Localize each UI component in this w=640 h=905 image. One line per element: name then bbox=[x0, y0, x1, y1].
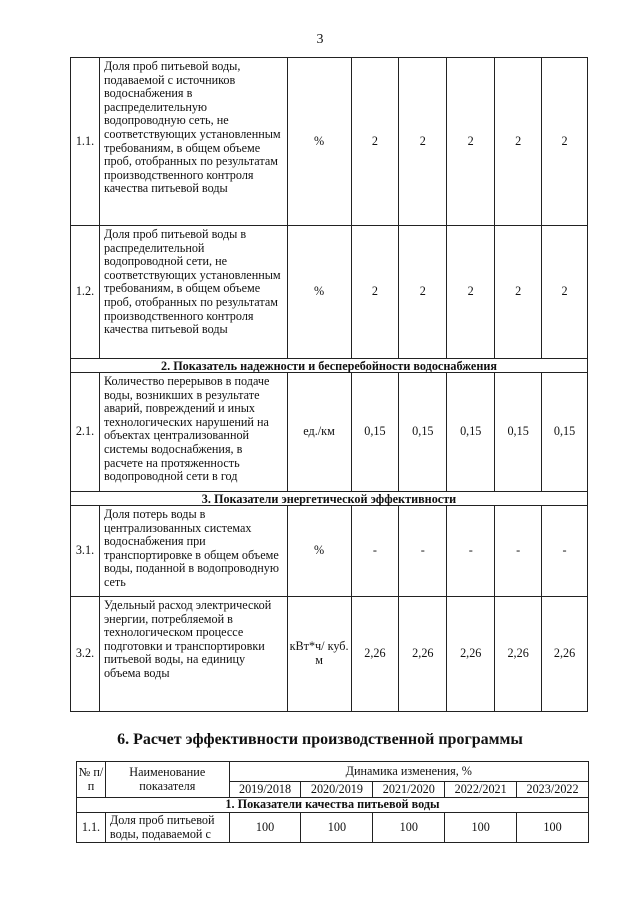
section-header-row bbox=[77, 798, 589, 813]
table-row bbox=[71, 373, 588, 492]
section-header-row bbox=[71, 359, 588, 373]
unit-cell: ед./км bbox=[287, 373, 351, 492]
indicator-description: Количество перерывов в подаче воды, возникших в результате аварий, повреждений и иных технологических нарушений на объектах централизованной системы водоснабжения, в расчете на протяженность водопроводной сети в год bbox=[99, 373, 287, 492]
indicator-description: Доля проб питьевой воды, подаваемой с источников водоснабжения в распределительную водопроводную сеть, не соответствующих установленным требованиям, в общем объеме проб, отобранных по результатам производственного контроля качества питьевой воды bbox=[99, 58, 287, 226]
table-row bbox=[71, 58, 588, 226]
column-header-name: Наименование показателя bbox=[105, 762, 229, 798]
indicator-description: Удельный расход электрической энергии, потребляемой в технологическом процессе подготовки и транспортировки питьевой воды, на единицу объема воды bbox=[99, 597, 287, 712]
section-title: 3. Показатели энергетической эффективности bbox=[71, 492, 588, 506]
page-number: 3 bbox=[316, 32, 324, 47]
value-cell: 2 bbox=[399, 58, 447, 226]
column-header-dynamics: Динамика изменения, % bbox=[229, 762, 588, 782]
row-number: 3.1. bbox=[71, 506, 100, 597]
section-title: 2. Показатель надежности и бесперебойности водоснабжения bbox=[71, 359, 588, 373]
row-number: 2.1. bbox=[71, 373, 100, 492]
value-cell: 100 bbox=[517, 813, 589, 843]
period-header: 2020/2019 bbox=[301, 782, 373, 798]
unit-cell: % bbox=[287, 506, 351, 597]
period-header: 2022/2021 bbox=[445, 782, 517, 798]
row-number: 1.1. bbox=[77, 813, 106, 843]
row-number: 1.1. bbox=[71, 58, 100, 226]
section-title: 1. Показатели качества питьевой воды bbox=[77, 798, 589, 813]
indicator-description: Доля проб питьевой воды, подаваемой с bbox=[105, 813, 229, 843]
value-cell: 0,15 bbox=[495, 373, 542, 492]
indicator-description: Доля потерь воды в централизованных системах водоснабжения при транспортировке в общем объеме воды, поданной в водопроводную сеть bbox=[99, 506, 287, 597]
value-cell: 0,15 bbox=[447, 373, 495, 492]
indicator-description: Доля проб питьевой воды в распределительной водопроводной сети, не соответствующих установленным требованиям, в общем объеме проб, отобранных по результатам производственного контроля качества питьевой воды bbox=[99, 226, 287, 359]
value-cell: 100 bbox=[445, 813, 517, 843]
value-cell: 0,15 bbox=[351, 373, 399, 492]
period-header: 2023/2022 bbox=[517, 782, 589, 798]
column-header-number: № п/п bbox=[77, 762, 106, 798]
value-cell: 0,15 bbox=[399, 373, 447, 492]
value-cell: 2,26 bbox=[399, 597, 447, 712]
value-cell: - bbox=[542, 506, 588, 597]
value-cell: 100 bbox=[373, 813, 445, 843]
value-cell: 2,26 bbox=[447, 597, 495, 712]
efficiency-table bbox=[76, 761, 589, 843]
row-number: 3.2. bbox=[71, 597, 100, 712]
section-heading: 6. Расчет эффективности производственной программы bbox=[117, 731, 523, 748]
header-row bbox=[77, 762, 589, 782]
value-cell: - bbox=[351, 506, 399, 597]
value-cell: 2 bbox=[495, 58, 542, 226]
value-cell: 2 bbox=[351, 58, 399, 226]
value-cell: 2 bbox=[351, 226, 399, 359]
value-cell: 2 bbox=[447, 58, 495, 226]
value-cell: 2,26 bbox=[542, 597, 588, 712]
value-cell: 2 bbox=[495, 226, 542, 359]
value-cell: - bbox=[399, 506, 447, 597]
value-cell: 0,15 bbox=[542, 373, 588, 492]
value-cell: 2 bbox=[447, 226, 495, 359]
table-row bbox=[71, 597, 588, 712]
value-cell: - bbox=[447, 506, 495, 597]
value-cell: 2 bbox=[542, 58, 588, 226]
unit-cell: % bbox=[287, 58, 351, 226]
table-row bbox=[71, 226, 588, 359]
table-row bbox=[77, 813, 589, 843]
value-cell: 2,26 bbox=[351, 597, 399, 712]
row-number: 1.2. bbox=[71, 226, 100, 359]
period-header: 2019/2018 bbox=[229, 782, 301, 798]
value-cell: 2,26 bbox=[495, 597, 542, 712]
period-header: 2021/2020 bbox=[373, 782, 445, 798]
value-cell: - bbox=[495, 506, 542, 597]
unit-cell: % bbox=[287, 226, 351, 359]
value-cell: 2 bbox=[399, 226, 447, 359]
table-row bbox=[71, 506, 588, 597]
value-cell: 2 bbox=[542, 226, 588, 359]
value-cell: 100 bbox=[301, 813, 373, 843]
value-cell: 100 bbox=[229, 813, 301, 843]
unit-cell: кВт*ч/ куб. м bbox=[287, 597, 351, 712]
section-header-row bbox=[71, 492, 588, 506]
indicators-table bbox=[70, 57, 588, 712]
